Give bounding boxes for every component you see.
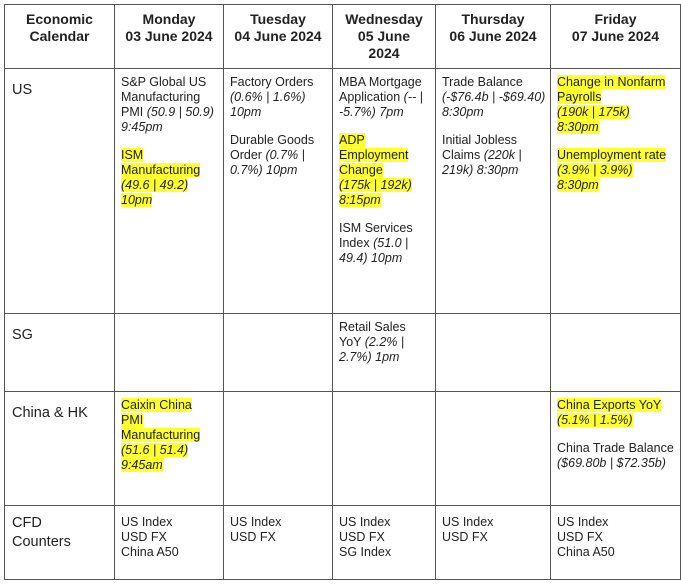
day-date: 03 June 2024 (125, 28, 213, 44)
event-name: Trade Balance (442, 75, 523, 89)
event-name: Manufacturing (121, 428, 201, 442)
event-values: (2.2% | 2.7%) (339, 335, 405, 364)
cell-us-tuesday (224, 69, 333, 314)
event-name: Application (339, 90, 401, 104)
corner-line-1: Economic (26, 11, 93, 27)
cfd-counter: China A50 (121, 545, 179, 559)
header-thursday (436, 5, 551, 69)
event-adp-employment (339, 133, 431, 208)
header-row (5, 5, 681, 69)
cell-us-friday (551, 69, 681, 314)
cell-us-wednesday (333, 69, 436, 314)
row-label-line: Counters (12, 534, 71, 550)
event-time: 9:45pm (121, 120, 163, 134)
event-caixin-pmi (121, 398, 219, 473)
event-durable-goods (230, 133, 328, 178)
row-cfd-counters (5, 506, 681, 580)
cfd-counter: USD FX (230, 530, 276, 544)
day-date: 05 June 2024 (357, 28, 411, 61)
day-name: Monday (142, 11, 196, 27)
event-retail-sales (339, 320, 431, 365)
corner-line-2: Calendar (29, 28, 90, 44)
cfd-counter: US Index (442, 515, 494, 529)
cfd-counter: USD FX (557, 530, 603, 544)
event-time: 7pm (379, 105, 404, 119)
row-china-hk (5, 392, 681, 506)
event-values: (190k | 175k) (557, 105, 630, 119)
day-name: Tuesday (250, 11, 306, 27)
header-wednesday (333, 5, 436, 69)
cell-sg-friday (551, 314, 681, 392)
event-name: Index (339, 236, 370, 250)
event-name: Caixin China (121, 398, 192, 412)
cell-china-friday (551, 392, 681, 506)
event-sp-global-pmi (121, 75, 219, 135)
event-name: Manufacturing (121, 163, 201, 177)
cell-cfd-thursday (436, 506, 551, 580)
event-unemployment-rate (557, 148, 676, 193)
event-values: (3.9% | 3.9%) (557, 163, 633, 177)
day-name: Thursday (461, 11, 525, 27)
event-name: Change (339, 163, 383, 177)
event-name: Initial Jobless (442, 133, 518, 147)
event-time: 8:30pm (557, 120, 599, 134)
event-values: (5.1% | 1.5%) (557, 413, 633, 427)
event-ism-manufacturing (121, 148, 219, 208)
event-values: (175k | 192k) (339, 178, 412, 192)
cell-cfd-monday (115, 506, 224, 580)
event-name: Payrolls (557, 90, 602, 104)
cell-china-thursday (436, 392, 551, 506)
header-tuesday (224, 5, 333, 69)
event-name: Change in Nonfarm (557, 75, 666, 89)
event-values: (0.7% | 0.7%) (230, 148, 305, 177)
row-label-sg: SG (5, 314, 115, 392)
event-name: YoY (339, 335, 362, 349)
event-name: China Exports YoY (557, 398, 662, 412)
cell-china-wednesday (333, 392, 436, 506)
event-values: (0.6% | 1.6%) (230, 90, 306, 104)
day-name: Friday (594, 11, 637, 27)
event-time: 8:30pm (557, 178, 599, 192)
event-name: Employment (339, 148, 409, 162)
event-time: 10pm (121, 193, 153, 207)
event-values: (51.6 | 51.4) (121, 443, 189, 457)
event-name: S&P Global US (121, 75, 207, 89)
corner-header (5, 5, 115, 69)
row-label-china-hk: China & HK (5, 392, 115, 506)
cell-sg-wednesday (333, 314, 436, 392)
event-time: 10pm (266, 163, 298, 177)
event-values: (51.0 | 49.4) (339, 236, 409, 265)
event-china-exports (557, 398, 676, 428)
event-time: 8:15pm (339, 193, 381, 207)
day-date: 07 June 2024 (571, 28, 660, 44)
event-name: Unemployment rate (557, 148, 667, 162)
row-sg (5, 314, 681, 392)
cfd-counter: US Index (230, 515, 282, 529)
event-name: Balance (628, 441, 674, 455)
event-values: (50.9 | 50.9) (146, 105, 214, 119)
event-nonfarm-payrolls (557, 75, 676, 135)
row-us (5, 69, 681, 314)
cfd-counter: US Index (339, 515, 391, 529)
event-name: ISM Services (339, 221, 413, 235)
header-friday (551, 5, 681, 69)
event-china-trade-balance (557, 441, 676, 471)
event-name: PMI (121, 105, 144, 119)
cell-sg-tuesday (224, 314, 333, 392)
event-name: Claims (442, 148, 481, 162)
cell-sg-thursday (436, 314, 551, 392)
cell-cfd-wednesday (333, 506, 436, 580)
event-mba-mortgage (339, 75, 431, 120)
event-name: Order (230, 148, 262, 162)
event-name: ISM (121, 148, 144, 162)
day-date: 04 June 2024 (234, 28, 322, 44)
event-time: 9:45am (121, 458, 163, 472)
event-ism-services (339, 221, 431, 266)
cell-us-monday (115, 69, 224, 314)
cell-us-thursday (436, 69, 551, 314)
event-name: ADP (339, 133, 365, 147)
cfd-counter: SG Index (339, 545, 392, 559)
event-values: (-- | -5.7%) (339, 90, 423, 119)
economic-calendar-table (4, 4, 681, 580)
event-time: 10pm (370, 251, 403, 265)
event-values: (-$76.4b | (442, 90, 496, 104)
event-factory-orders (230, 75, 328, 120)
row-label-line: CFD (12, 515, 42, 531)
cell-cfd-friday (551, 506, 681, 580)
event-name: China Trade (557, 441, 626, 455)
cfd-counter: USD FX (339, 530, 385, 544)
event-time: 10pm (230, 105, 262, 119)
cell-china-monday (115, 392, 224, 506)
event-name: PMI (121, 413, 144, 427)
event-values: (49.6 | 49.2) (121, 178, 189, 192)
row-label-us: US (5, 69, 115, 314)
event-trade-balance (442, 75, 546, 120)
day-name: Wednesday (345, 11, 423, 27)
cfd-counter: USD FX (121, 530, 167, 544)
cell-china-tuesday (224, 392, 333, 506)
day-date: 06 June 2024 (449, 28, 537, 44)
cell-cfd-tuesday (224, 506, 333, 580)
event-name: Factory Orders (230, 75, 314, 89)
cfd-counter: US Index (557, 515, 609, 529)
event-values: (220k | 219k) (442, 148, 522, 177)
event-values: ($69.80b | $72.35b) (557, 456, 666, 470)
cfd-counter: USD FX (442, 530, 488, 544)
cfd-counter: China A50 (557, 545, 615, 559)
event-time: 8:30pm (476, 163, 519, 177)
cell-sg-monday (115, 314, 224, 392)
event-name: Retail Sales (339, 320, 406, 334)
event-name: Durable Goods (230, 133, 315, 147)
header-monday (115, 5, 224, 69)
event-values: -$69.40) (498, 90, 546, 104)
row-label-cfd (5, 506, 115, 580)
event-name: Manufacturing (121, 90, 201, 104)
event-initial-jobless-claims (442, 133, 546, 178)
event-time: 8:30pm (442, 105, 484, 119)
event-time: 1pm (375, 350, 400, 364)
event-name: MBA Mortgage (339, 75, 422, 89)
cfd-counter: US Index (121, 515, 173, 529)
